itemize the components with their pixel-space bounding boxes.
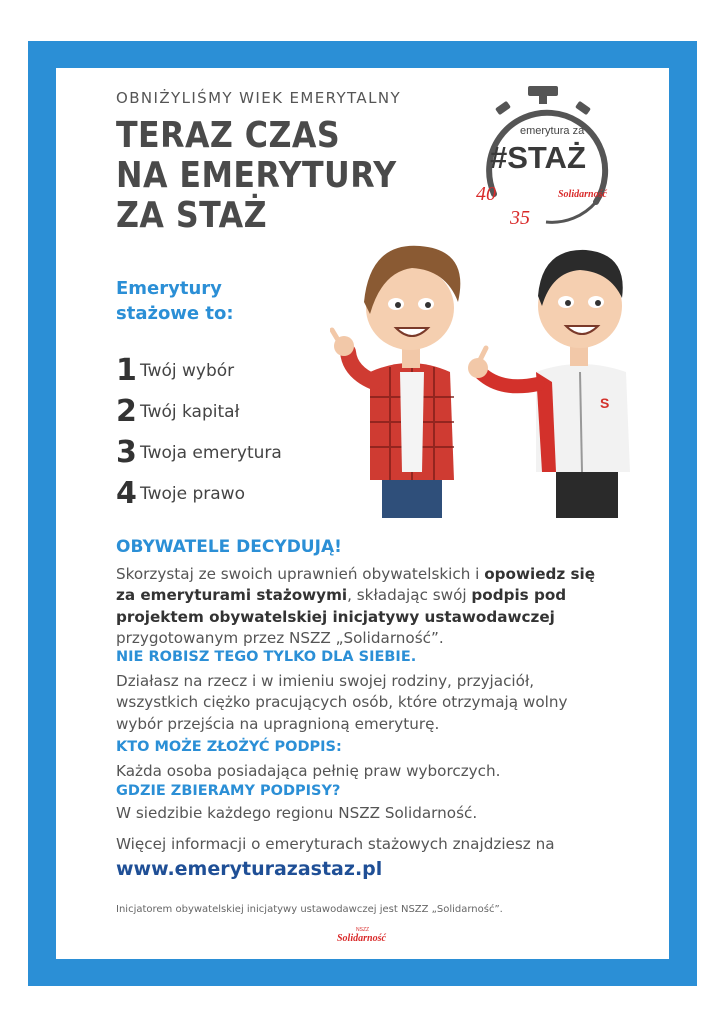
right-character-illustration <box>468 250 630 518</box>
title-line: NA EMERYTURY <box>116 155 397 196</box>
section-paragraph <box>116 564 616 650</box>
section-paragraph: Działasz na rzecz i w imieniu swojej rodziny, przyjaciół, wszystkich ciężko pracujących osób, które otrzymają wolny wybór przejścia na upragnioną emeryturę. <box>116 671 568 733</box>
text-run: przygotowanym przez NSZZ „Solidarność”. <box>116 629 444 647</box>
list-item <box>116 473 282 514</box>
list-number: 2 <box>116 393 137 429</box>
subtitle <box>116 276 234 326</box>
stopwatch-logo <box>476 84 622 232</box>
section-where-to-sign <box>116 781 616 824</box>
subtitle-line: stażowe to: <box>116 303 234 324</box>
list-label: Twoje prawo <box>140 483 245 504</box>
footer-logo-top: NSZZ <box>356 927 370 933</box>
text-run-bold: opowiedz się za emeryturami stażowymi <box>116 564 596 604</box>
solidarnosc-footer-logo <box>336 925 392 943</box>
footer-text: Inicjatorem obywatelskiej inicjatywy ustawodawczej jest NSZZ „Solidarność”. <box>116 904 503 915</box>
list-item <box>116 350 282 391</box>
logo-hashtag: #STAŻ <box>490 140 586 175</box>
section-not-only-for-you <box>116 647 616 735</box>
text-run-bold: podpis pod projektem obywatelskiej inicjatywy ustawodawczej <box>116 586 567 626</box>
logo-small-text: emerytura za <box>520 125 585 137</box>
title-line: TERAZ CZAS <box>116 115 341 156</box>
eyebrow-text: OBNIŻYLIŚMY WIEK EMERYTALNY <box>116 89 402 107</box>
solidarnosc-logo: Solidarność <box>558 189 607 200</box>
section-heading: KTO MOŻE ZŁOŻYĆ PODPIS: <box>116 739 342 755</box>
left-character-illustration <box>332 246 460 518</box>
poster-title <box>116 116 397 236</box>
section-heading: NIE ROBISZ TEGO TYLKO DLA SIEBIE. <box>116 649 417 665</box>
section-citizens <box>116 537 616 650</box>
list-item <box>116 391 282 432</box>
list-number: 1 <box>116 352 137 388</box>
list-item <box>116 432 282 473</box>
benefits-list <box>116 350 282 514</box>
website-link[interactable]: www.emeryturazastaz.pl <box>116 858 383 880</box>
text-run: , składając swój <box>347 586 472 604</box>
section-heading: GDZIE ZBIERAMY PODPISY? <box>116 783 341 799</box>
subtitle-line: Emerytury <box>116 278 222 299</box>
list-label: Twoja emerytura <box>140 442 282 463</box>
list-number: 3 <box>116 434 137 470</box>
section-heading: OBYWATELE DECYDUJĄ! <box>116 537 342 557</box>
footer-logo-brand: Solidarność <box>337 933 386 943</box>
svg-text:S: S <box>600 395 610 411</box>
list-label: Twój kapitał <box>140 401 240 422</box>
list-label: Twój wybór <box>140 360 235 381</box>
list-number: 4 <box>116 475 137 511</box>
more-info-text: Więcej informacji o emeryturach stażowych znajdziesz na <box>116 835 555 853</box>
text-run: Skorzystaj ze swoich uprawnień obywatelskich i <box>116 564 485 583</box>
logo-number-35: 35 <box>510 207 530 229</box>
cartoon-illustration <box>330 222 635 518</box>
title-line: ZA STAŻ <box>116 195 268 236</box>
section-who-can-sign <box>116 737 616 782</box>
section-paragraph: W siedzibie każdego regionu NSZZ Solidarność. <box>116 803 478 822</box>
logo-number-40: 40 <box>476 183 496 205</box>
section-paragraph: Każda osoba posiadająca pełnię praw wyborczych. <box>116 761 501 780</box>
